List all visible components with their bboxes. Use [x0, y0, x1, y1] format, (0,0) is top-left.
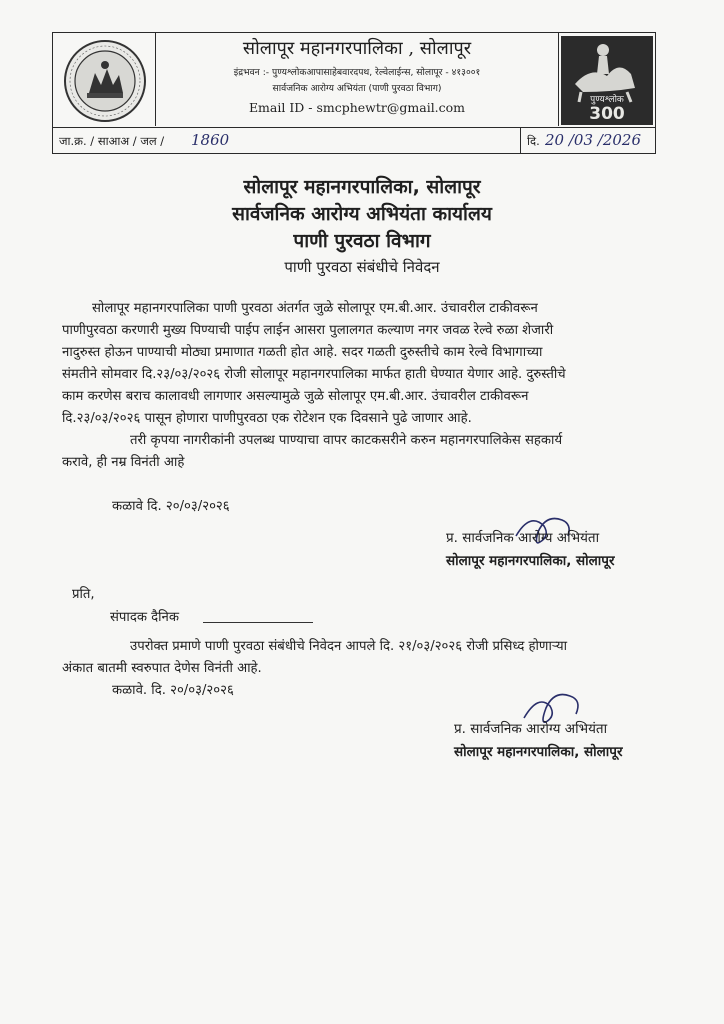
- emblem-number: 300: [589, 104, 625, 124]
- body-line: काम करणेस बराच कालावधी लागणार असल्यामुळे जुळे सोलापूर एम.बी.आर. उंचावरील टाकीवरून: [62, 389, 529, 404]
- corporation-seal: [63, 39, 147, 123]
- email-id: Email ID - smcphewtr@gmail.com: [248, 100, 466, 115]
- letterhead-divider: [53, 127, 655, 128]
- body-line: नादुरुस्त होऊन पाण्याची मोठ्या प्रमाणात गळती होत आहे. सदर गळती दुरुस्तीचे काम रेल्वे विभागाच्या: [62, 345, 543, 360]
- org-address: इंद्रभवन :- पुण्यश्लोकआपासाहेबवारदपथ, रेल्वेलाईन्स, सोलापूर - ४१३००१: [233, 67, 481, 78]
- emblem-text: पुण्यश्लोक: [590, 95, 624, 105]
- heading-office: सार्वजनिक आरोग्य अभियंता कार्यालय: [232, 203, 492, 225]
- signatory-org: सोलापूर महानगरपालिका, सोलापूर: [446, 553, 615, 569]
- heading-department: पाणी पुरवठा विभाग: [293, 230, 431, 252]
- letter-date: 20 /03 /2026: [545, 131, 641, 149]
- date-label: दि.: [527, 134, 540, 148]
- recipient-label: संपादक दैनिक: [110, 610, 180, 625]
- letterhead-right-divider: [558, 33, 559, 126]
- signatory-title: प्र. सार्वजनिक आरोग्य अभियंता: [446, 530, 600, 546]
- letterhead: [52, 32, 656, 154]
- body-line: दि.२३/०३/२०२६ पासून होणारा पाणीपुरवठा एक रोटेशन एक दिवसाने पुढे जाणार आहे.: [62, 411, 472, 426]
- copy-line: अंकात बातमी स्वरुपात देणेस विनंती आहे.: [62, 661, 262, 676]
- copy-date: कळावे. दि. २०/०३/२०२६: [112, 683, 234, 698]
- reference-label: जा.क्र. / साआअ / जल /: [59, 134, 165, 148]
- heading-org: सोलापूर महानगरपालिका, सोलापूर: [243, 176, 481, 198]
- body-line: करावे, ही नम्र विनंती आहे: [62, 455, 185, 470]
- body-line: सोलापूर महानगरपालिका पाणी पुरवठा अंतर्गत जुळे सोलापूर एम.बी.आर. उंचावरील टाकीवरून: [92, 301, 538, 316]
- copy-line: उपरोक्त प्रमाणे पाणी पुरवठा संबंधीचे निवेदन आपले दि. २१/०३/२०२६ रोजी प्रसिध्द होणाऱ्या: [130, 639, 568, 654]
- body-line: पाणीपुरवठा करणारी मुख्य पिण्याची पाईप लाईन आसरा पुलालगत कल्याण नगर जवळ रेल्वे रुळा शेजारी: [62, 323, 554, 338]
- signatory-org: सोलापूर महानगरपालिका, सोलापूर: [454, 744, 623, 760]
- body-line: तरी कृपया नागरीकांनी उपलब्ध पाण्याचा वापर काटकसरीने करुन महानगरपालिकेस सहकार्य: [130, 433, 563, 448]
- letterhead-left-divider: [155, 33, 156, 126]
- org-name: सोलापूर महानगरपालिका , सोलापूर: [242, 38, 472, 59]
- letterhead-date-divider: [520, 127, 521, 153]
- closing-date: कळावे दि. २०/०३/२०२६: [112, 499, 230, 514]
- prati-label: प्रति,: [72, 587, 95, 602]
- anniversary-emblem: [561, 36, 653, 125]
- department-name: सार्वजनिक आरोग्य अभियंता (पाणी पुरवठा विभाग): [272, 83, 442, 94]
- body-line: संमतीने सोमवार दि.२३/०३/२०२६ रोजी सोलापूर महानगरपालिका मार्फत हाती घेण्यात येणार आहे. दुरुस्तीचे: [62, 367, 566, 382]
- subject-line: पाणी पुरवठा संबंधीचे निवेदन: [284, 258, 440, 276]
- reference-number: 1860: [191, 131, 230, 149]
- recipient-blank-line: [203, 622, 313, 623]
- signatory-title: प्र. सार्वजनिक आरोग्य अभियंता: [454, 721, 608, 737]
